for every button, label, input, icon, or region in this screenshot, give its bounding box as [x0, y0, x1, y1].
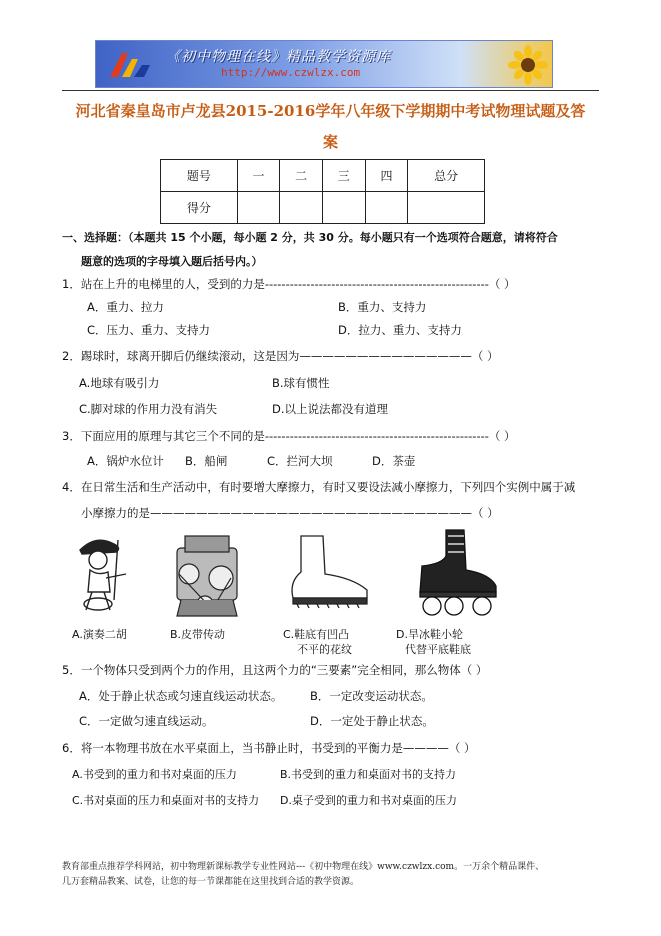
header-divider: [62, 90, 599, 91]
shoe-sole-illustration: [283, 532, 373, 614]
document-title-line2: 案: [322, 133, 338, 151]
question-1-stem: 1．站在上升的电梯里的人，受到的力是------------------------------------------------------（ ）: [62, 277, 516, 291]
erhu-player-illustration: [70, 530, 132, 618]
header-banner: [95, 40, 553, 88]
score-input-cell[interactable]: [322, 192, 365, 224]
question-6-option-a[interactable]: A.书受到的重力和书对桌面的压力: [72, 768, 237, 781]
score-table-score-row: [161, 192, 485, 224]
question-1-option-a[interactable]: A．重力、拉力: [87, 300, 164, 314]
question-1-option-c[interactable]: C．压力、重力、支持力: [87, 323, 211, 337]
question-4-option-b[interactable]: B.皮带传动: [170, 628, 226, 641]
question-5-stem: 5．一个物体只受到两个力的作用，且这两个力的“三要素”完全相同，那么物体（ ）: [62, 663, 488, 677]
footer-text-line1: 教育部重点推荐学科网站，初中物理新课标教学专业性网站---《初中物理在线》www.czwlzx.com。一万余个精品课件、: [62, 862, 545, 872]
banner-title: 《初中物理在线》精品教学资源库: [166, 49, 391, 65]
score-table-cell: 题号: [161, 160, 238, 192]
score-input-cell[interactable]: [365, 192, 408, 224]
question-2-option-c[interactable]: C.脚对球的作用力没有消失: [79, 402, 218, 416]
question-4-option-a[interactable]: A.演奏二胡: [72, 628, 127, 641]
section-instructions-line1: 一、选择题：（本题共 15 个小题，每小题 2 分，共 30 分。每小题只有一个选项符合题意，请将符合: [62, 231, 558, 244]
score-table-cell: 总分: [408, 160, 485, 192]
question-3-option-a[interactable]: A．锅炉水位计: [87, 454, 164, 468]
question-2-stem: 2．踢球时，球离开脚后仍继续滚动，这是因为———————————————（ ）: [62, 349, 499, 363]
score-input-cell[interactable]: [237, 192, 280, 224]
logo-icon: [106, 47, 156, 83]
score-input-cell[interactable]: [280, 192, 323, 224]
question-6-option-c[interactable]: C.书对桌面的压力和桌面对书的支持力: [72, 794, 260, 807]
section-instructions-line2: 题意的选项的字母填入题后括号内。）: [81, 255, 263, 268]
sunflower-icon: [508, 45, 548, 85]
roller-skate-illustration: [412, 526, 504, 618]
question-4-stem-line1: 4．在日常生活和生产活动中，有时要增大摩擦力，有时又要设法减小摩擦力，下列四个实例中属于减: [62, 480, 576, 494]
question-5-option-b[interactable]: B．一定改变运动状态。: [310, 689, 433, 703]
question-6-option-b[interactable]: B.书受到的重力和桌面对书的支持力: [280, 768, 457, 781]
footer-text-line2: 几万套精品教案、试卷，让您的每一节课都能在这里找到合适的教学资源。: [62, 877, 360, 887]
score-table-cell: 得分: [161, 192, 238, 224]
score-table-cell: 二: [280, 160, 323, 192]
question-3-option-c[interactable]: C．拦河大坝: [267, 454, 333, 468]
question-3-option-d[interactable]: D．茶壶: [372, 454, 416, 468]
question-5-option-d[interactable]: D．一定处于静止状态。: [310, 714, 434, 728]
score-input-cell[interactable]: [408, 192, 485, 224]
question-2-option-b[interactable]: B.球有惯性: [272, 376, 330, 390]
question-4-stem-line2: 小摩擦力的是————————————————————————————（ ）: [81, 506, 499, 520]
document-title-line1: 河北省秦皇岛市卢龙县2015-2016学年八年级下学期期中考试物理试题及答: [75, 102, 586, 120]
score-table-cell: 一: [237, 160, 280, 192]
question-5-option-a[interactable]: A．处于静止状态或匀速直线运动状态。: [79, 689, 283, 703]
question-2-option-a[interactable]: A.地球有吸引力: [79, 376, 160, 390]
question-2-option-d[interactable]: D.以上说法都没有道理: [272, 402, 389, 416]
question-6-stem: 6．将一本物理书放在水平桌面上，当书静止时，书受到的平衡力是————（ ）: [62, 741, 476, 755]
question-1-option-b[interactable]: B．重力、支持力: [338, 300, 427, 314]
question-4-option-d-line2: 代替平底鞋底: [405, 643, 471, 656]
question-3-stem: 3．下面应用的原理与其它三个不同的是------------------------------------------------------（ ）: [62, 429, 516, 443]
question-5-option-c[interactable]: C．一定做匀速直线运动。: [79, 714, 214, 728]
question-4-option-c[interactable]: C.鞋底有凹凸: [283, 628, 350, 641]
score-table-cell: 四: [365, 160, 408, 192]
question-6-option-d[interactable]: D.桌子受到的重力和书对桌面的压力: [280, 794, 457, 807]
score-table-header-row: [161, 160, 485, 192]
question-1-option-d[interactable]: D．拉力、重力、支持力: [338, 323, 462, 337]
score-table-cell: 三: [322, 160, 365, 192]
question-4-option-d[interactable]: D.旱冰鞋小轮: [396, 628, 463, 641]
question-3-option-b[interactable]: B．船闸: [185, 454, 228, 468]
banner-url[interactable]: http://www.czwlzx.com: [221, 66, 361, 79]
question-4-option-c-line2: 不平的花纹: [297, 643, 352, 656]
score-table: [160, 159, 485, 224]
engine-belt-illustration: [165, 528, 250, 620]
